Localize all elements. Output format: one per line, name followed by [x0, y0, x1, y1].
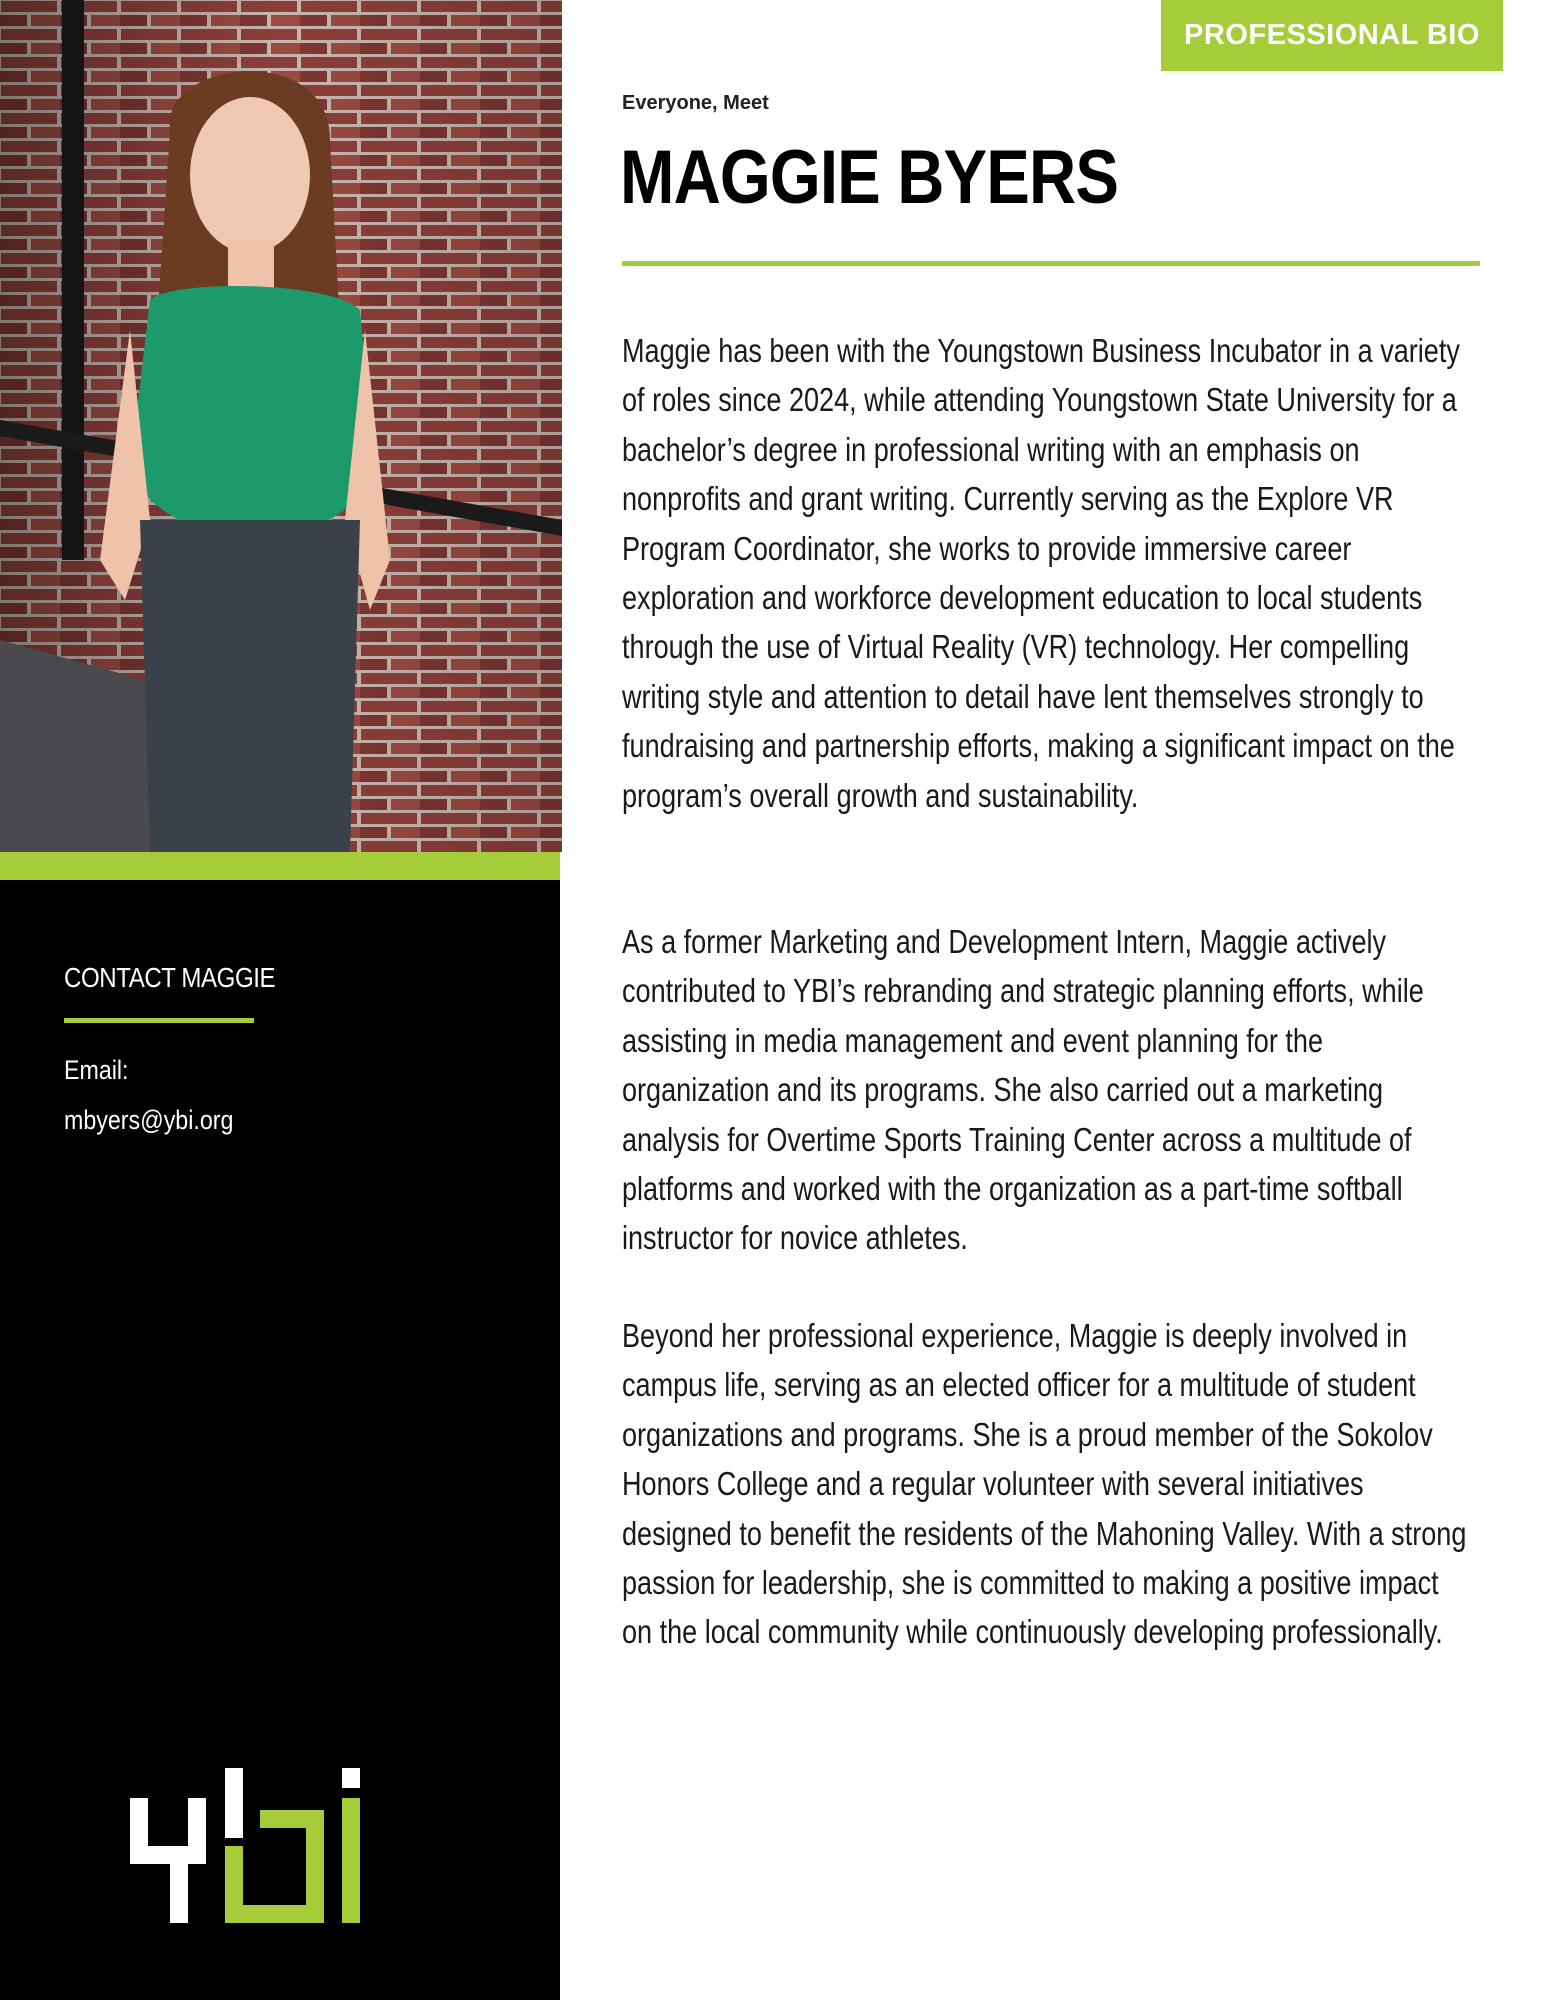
contact-sidebar — [0, 880, 560, 2000]
contact-divider — [64, 1018, 254, 1023]
email-link[interactable]: mbyers@ybi.org — [64, 1105, 234, 1135]
intro-text: Everyone, Meet — [622, 92, 769, 114]
professional-bio-badge — [1161, 0, 1503, 71]
bio-paragraph: Maggie has been with the Youngstown Business Incubator in a variety of roles since 2024, while attending Youngstown State University for a bachelor’s degree in professional writing with an emphasis on nonprofits and grant writing. Currently serving as the Explore VR Program Coordinator, she works to provide immersive career exploration and workforce development education to local students through the use of Virtual Reality (VR) technology. Her compelling writing style and attention to detail have lent themselves strongly to fundraising and partnership efforts, making a significant impact on the program’s overall growth and sustainability. — [622, 332, 1460, 814]
email-label: Email: — [64, 1055, 129, 1085]
badge-label: PROFESSIONAL BIO — [1184, 19, 1480, 51]
person-name: MAGGIE BYERS — [620, 135, 1119, 220]
bio-paragraph: Beyond her professional experience, Maggie is deeply involved in campus life, serving as an elected officer for a multitude of student organizations and programs. She is a proud member of the Sokolov Honors College and a regular volunteer with several initiatives designed to benefit the residents of the Mahoning Valley. With a strong passion for leadership, she is committed to making a positive impact on the local community while continuously developing professionally. — [622, 1317, 1467, 1651]
bio-paragraph: As a former Marketing and Development Intern, Maggie actively contributed to YBI’s rebranding and strategic planning efforts, while assisting in media management and event planning for the organization and its programs. She also carried out a marketing analysis for Overtime Sports Training Center across a multitude of platforms and worked with the organization as a part-time softball instructor for novice athletes. — [622, 923, 1424, 1257]
ybi-logo — [130, 1768, 380, 1923]
contact-heading: CONTACT MAGGIE — [64, 962, 276, 993]
accent-band — [0, 852, 560, 880]
portrait-photo — [0, 0, 562, 852]
title-divider — [622, 261, 1480, 266]
